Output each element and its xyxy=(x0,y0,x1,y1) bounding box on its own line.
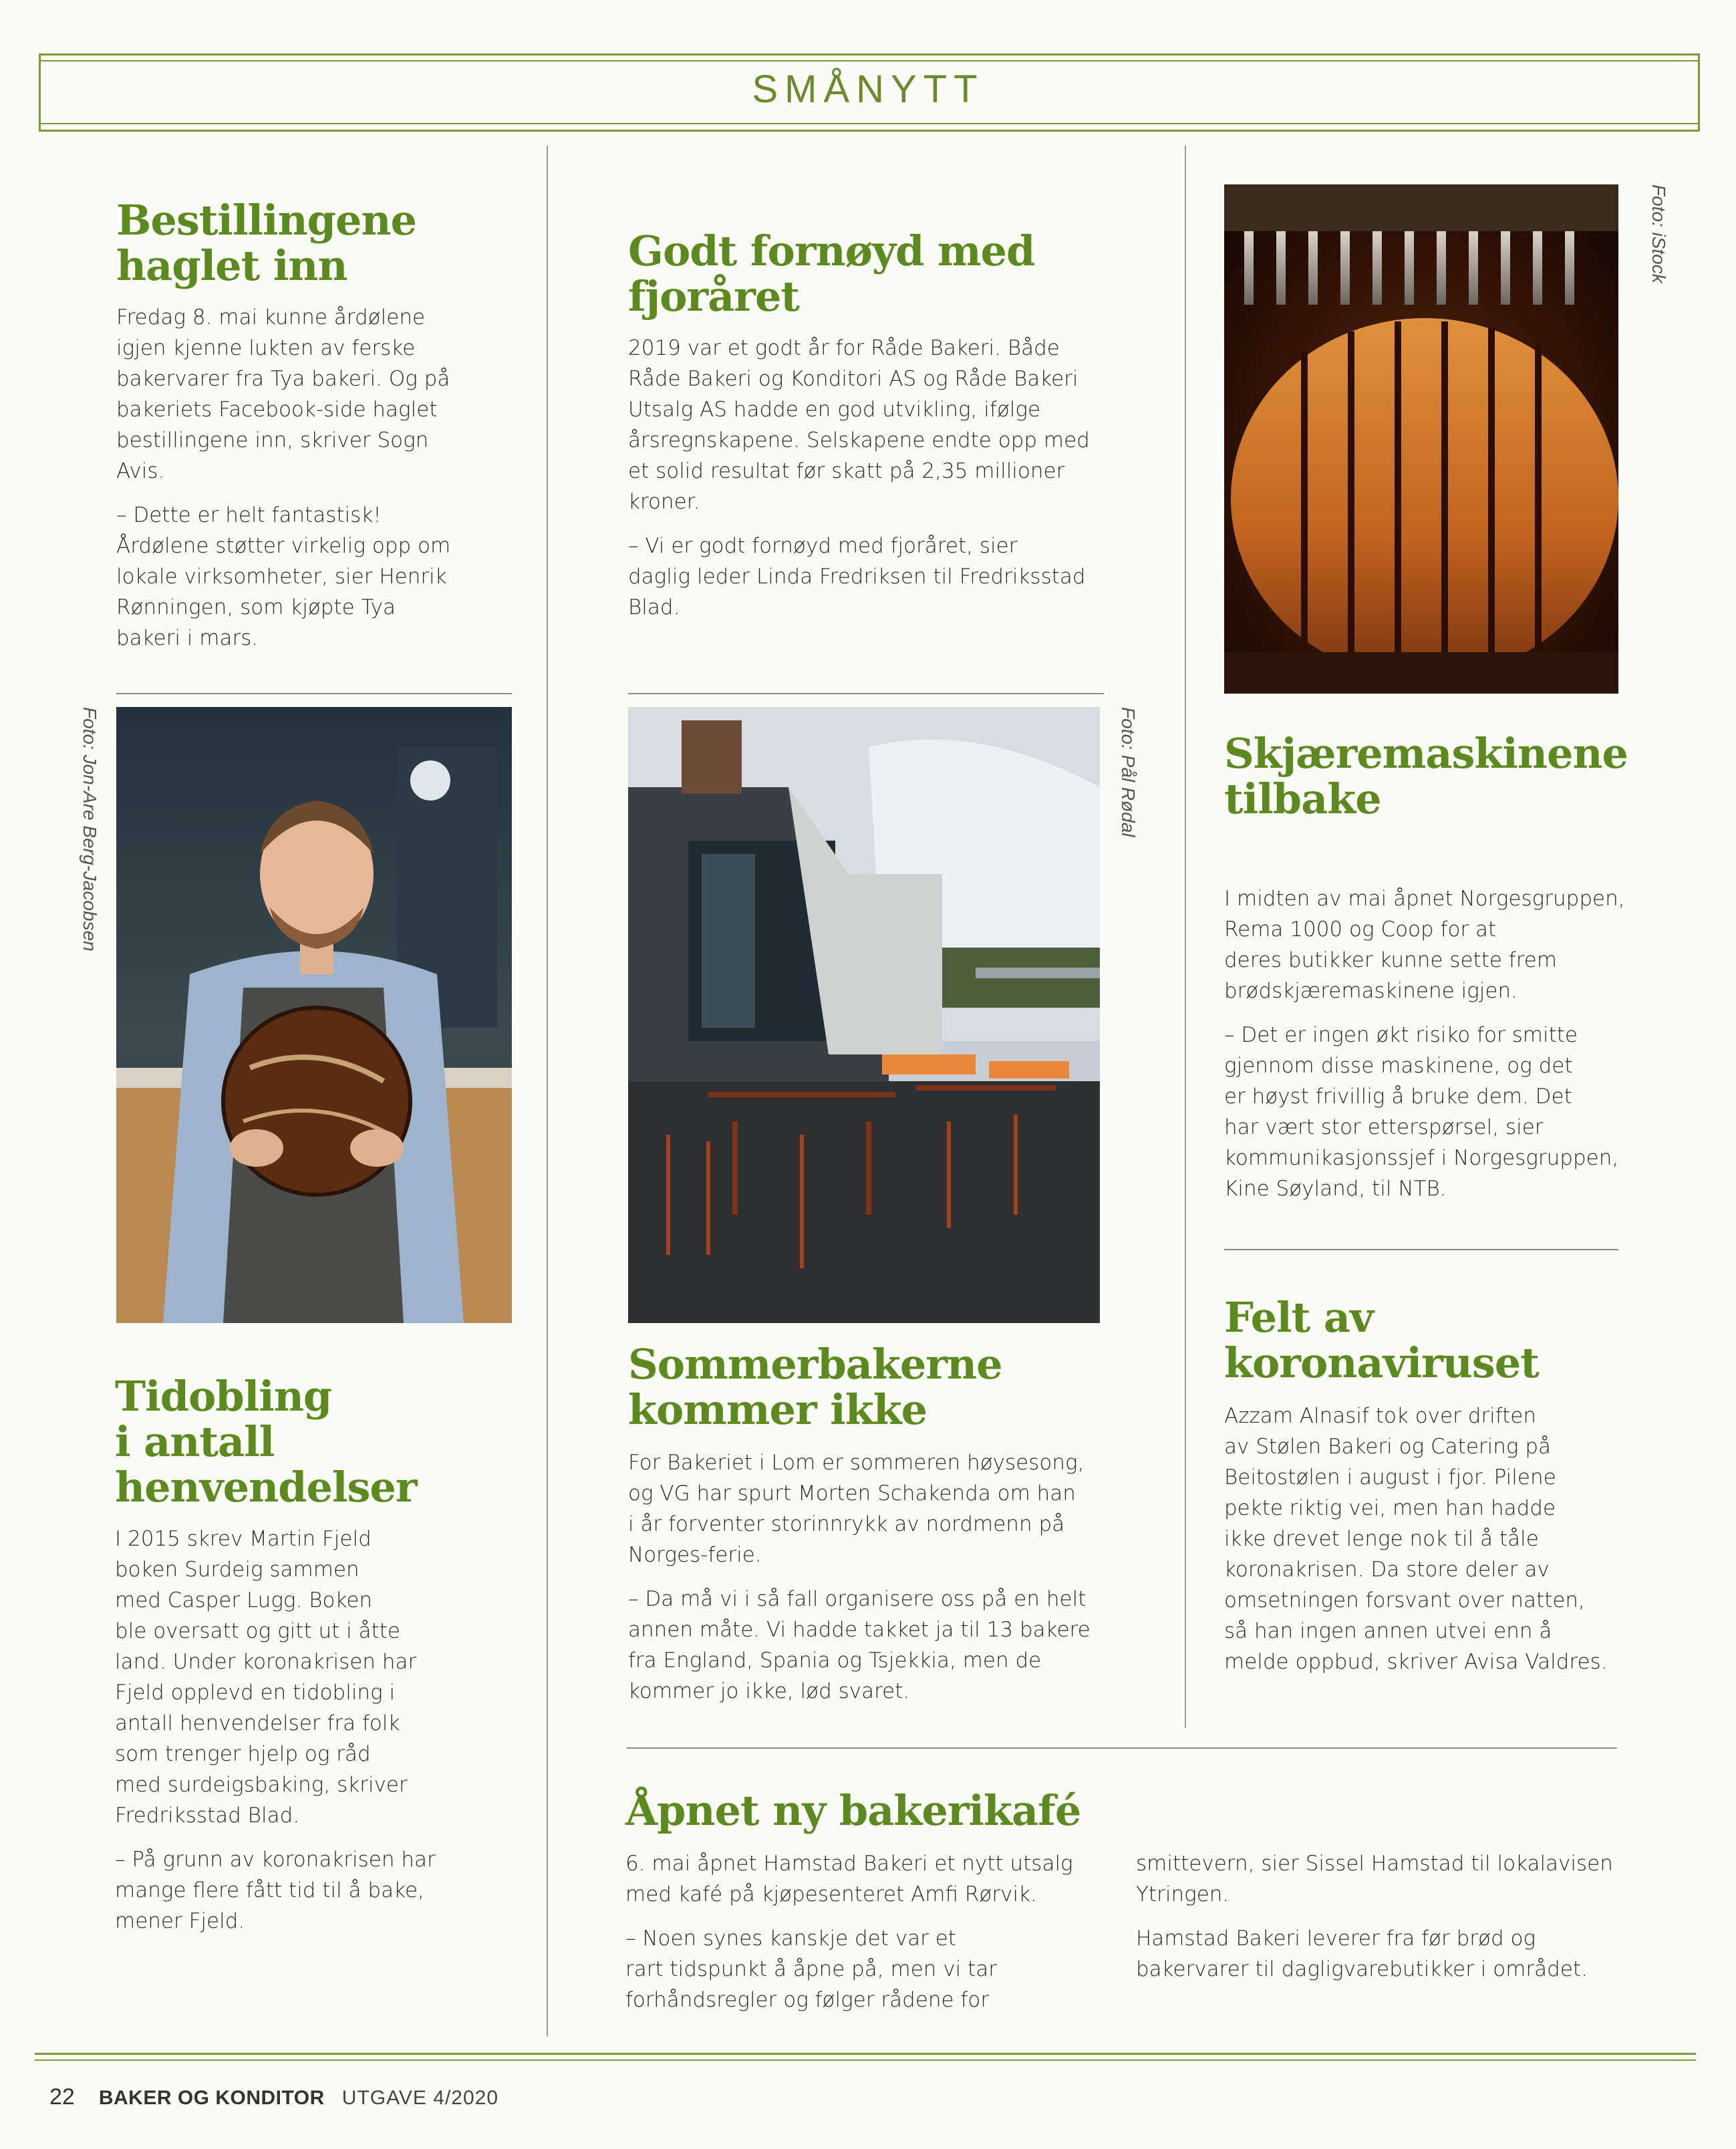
photo-baker xyxy=(116,707,512,1323)
rule-col3 xyxy=(1224,1249,1618,1250)
issue-label: UTGAVE 4/2020 xyxy=(341,2087,499,2109)
header-rule-top xyxy=(39,53,1700,55)
paragraph: Fredag 8. mai kunne årdølene igjen kjenne lukten av ferske bakervarer fra Tya bakeri. Og på bakeriets Facebook-side haglet bestillingene inn, skriver Sogn Avis. xyxy=(116,305,450,483)
paragraph: 6. mai åpnet Hamstad Bakeri et nytt utsalg med kafé på kjøpesenteret Amfi Rørvik. xyxy=(625,1852,1073,1906)
footer xyxy=(49,2084,498,2110)
headline-sommerbakerne: Sommerbakerne kommer ikke xyxy=(628,1340,1002,1434)
column-divider-right xyxy=(1185,146,1186,1728)
paragraph: Hamstad Bakeri leverer fra før brød og bakervarer til dagligvarebutikker i området. xyxy=(1136,1926,1588,1981)
rule-col2 xyxy=(628,693,1104,694)
paragraph: For Bakeriet i Lom er sommeren høysesong, og VG har spurt Morten Schakenda om han i år forventer storinnrykk av nordmenn på Norges-ferie. xyxy=(628,1451,1084,1567)
photo-sliced-bread xyxy=(1224,184,1618,694)
magazine-name: BAKER OG KONDITOR xyxy=(98,2087,325,2109)
photo-credit-paal: Foto: Pål Rødal xyxy=(1118,707,1139,837)
photo-credit-jonare: Foto: Jon-Are Berg-Jacobsen xyxy=(80,707,100,952)
article-bestillingene xyxy=(116,302,537,667)
headline-apnet-ny-bakerikafe: Åpnet ny bakerikafé xyxy=(625,1786,1081,1835)
photo-bakery-terrace xyxy=(628,707,1100,1323)
header-rule-bottom-inner xyxy=(39,123,1700,124)
article-sommerbakerne xyxy=(628,1447,1176,1720)
paragraph: I 2015 skrev Martin Fjeld boken Surdeig sammen med Casper Lugg. Boken ble oversatt og gitt ut i åtte land. Under koronakrisen har Fjeld opplevd en tidobling i antall henvendelser fra folk som trenger hjelp og råd med surdeigsbaking, skriver Fredriksstad Blad. xyxy=(115,1527,417,1828)
paragraph: – Noen synes kanskje det var et rart tidspunkt å åpne på, men vi tar forhåndsregler og følger rådene for xyxy=(625,1926,997,2012)
headline-skjaeremaskinene: Skjæremaskinene tilbake xyxy=(1224,729,1628,823)
headline-godt-fornoyd: Godt fornøyd med fjoråret xyxy=(628,227,1035,321)
article-godt-fornoyd xyxy=(628,333,1176,636)
paragraph: – Da må vi i så fall organisere oss på en helt annen måte. Vi hadde takket ja til 13 bakere fra England, Spania og Tsjekkia, men de kommer jo ikke, lød svaret. xyxy=(628,1587,1091,1703)
paragraph: 2019 var et godt år for Råde Bakeri. Både Råde Bakeri og Konditori AS og Råde Bakeri Utsalg AS hadde en god utvikling, ifølge årsregnskapene. Selskapene endte opp med et solid resultat før skatt på 2,35 millioner kroner. xyxy=(628,336,1090,514)
rule-col1 xyxy=(116,693,512,694)
paragraph: – Vi er godt fornøyd med fjoråret, sier daglig leder Linda Fredriksen til Fredriksstad Blad. xyxy=(628,534,1086,619)
footer-rule-top xyxy=(35,2053,1696,2055)
article-apnet-col1 xyxy=(625,1848,1133,2029)
header-rule-bottom xyxy=(39,130,1700,132)
headline-bestillingene: Bestillingene haglet inn xyxy=(116,196,417,290)
paragraph: – Dette er helt fantastisk! Årdølene støtter virkelig opp om lokale virksomheter, sier Henrik Rønningen, som kjøpte Tya bakeri i mars. xyxy=(116,503,451,650)
rule-bottom-wide xyxy=(627,1747,1617,1749)
footer-rule-bottom xyxy=(35,2059,1696,2061)
header-rule-top-inner xyxy=(39,60,1700,61)
page-number: 22 xyxy=(49,2084,75,2110)
article-skjaeremaskinene xyxy=(1224,883,1679,1217)
baker-illustration xyxy=(116,707,512,1323)
headline-tidobling: Tidobling i antall henvendelser xyxy=(115,1372,417,1512)
paragraph: – På grunn av koronakrisen har mange flere fått tid til å bake, mener Fjeld. xyxy=(115,1848,436,1933)
section-title: SMÅNYTT xyxy=(752,67,984,111)
paragraph: Azzam Alnasif tok over driften av Stølen Bakeri og Catering på Beitostølen i august i fjor. Pilene pekte riktig vei, men han hadde ikke drevet lenge nok til å tåle koronakrisen. Da store deler av omsetningen forsvant over natten, så han ingen annen utvei enn å melde oppbud, skriver Avisa Valdres. xyxy=(1224,1404,1608,1674)
article-apnet-col2 xyxy=(1136,1848,1644,1998)
paragraph: smittevern, sier Sissel Hamstad til lokalavisen Ytringen. xyxy=(1136,1852,1613,1906)
paragraph: I midten av mai åpnet Norgesgruppen, Rema 1000 og Coop for at deres butikker kunne sette frem brødskjæremaskinene igjen. xyxy=(1224,887,1625,1003)
headline-felt-av-koronaviruset: Felt av koronaviruset xyxy=(1224,1293,1539,1387)
article-tidobling xyxy=(115,1524,543,1950)
article-felt-av-koronaviruset xyxy=(1224,1401,1679,1691)
column-divider-left xyxy=(547,146,548,2037)
photo-credit-istock: Foto: iStock xyxy=(1648,184,1669,283)
paragraph: – Det er ingen økt risiko for smitte gjennom disse maskinene, og det er høyst frivillig å bruke dem. Det har vært stor etterspørsel, sier kommunikasjonssjef i Norgesgruppen, Kine Søyland, til NTB. xyxy=(1224,1023,1619,1201)
terrace-illustration xyxy=(628,707,1100,1323)
bread-illustration xyxy=(1224,184,1618,694)
